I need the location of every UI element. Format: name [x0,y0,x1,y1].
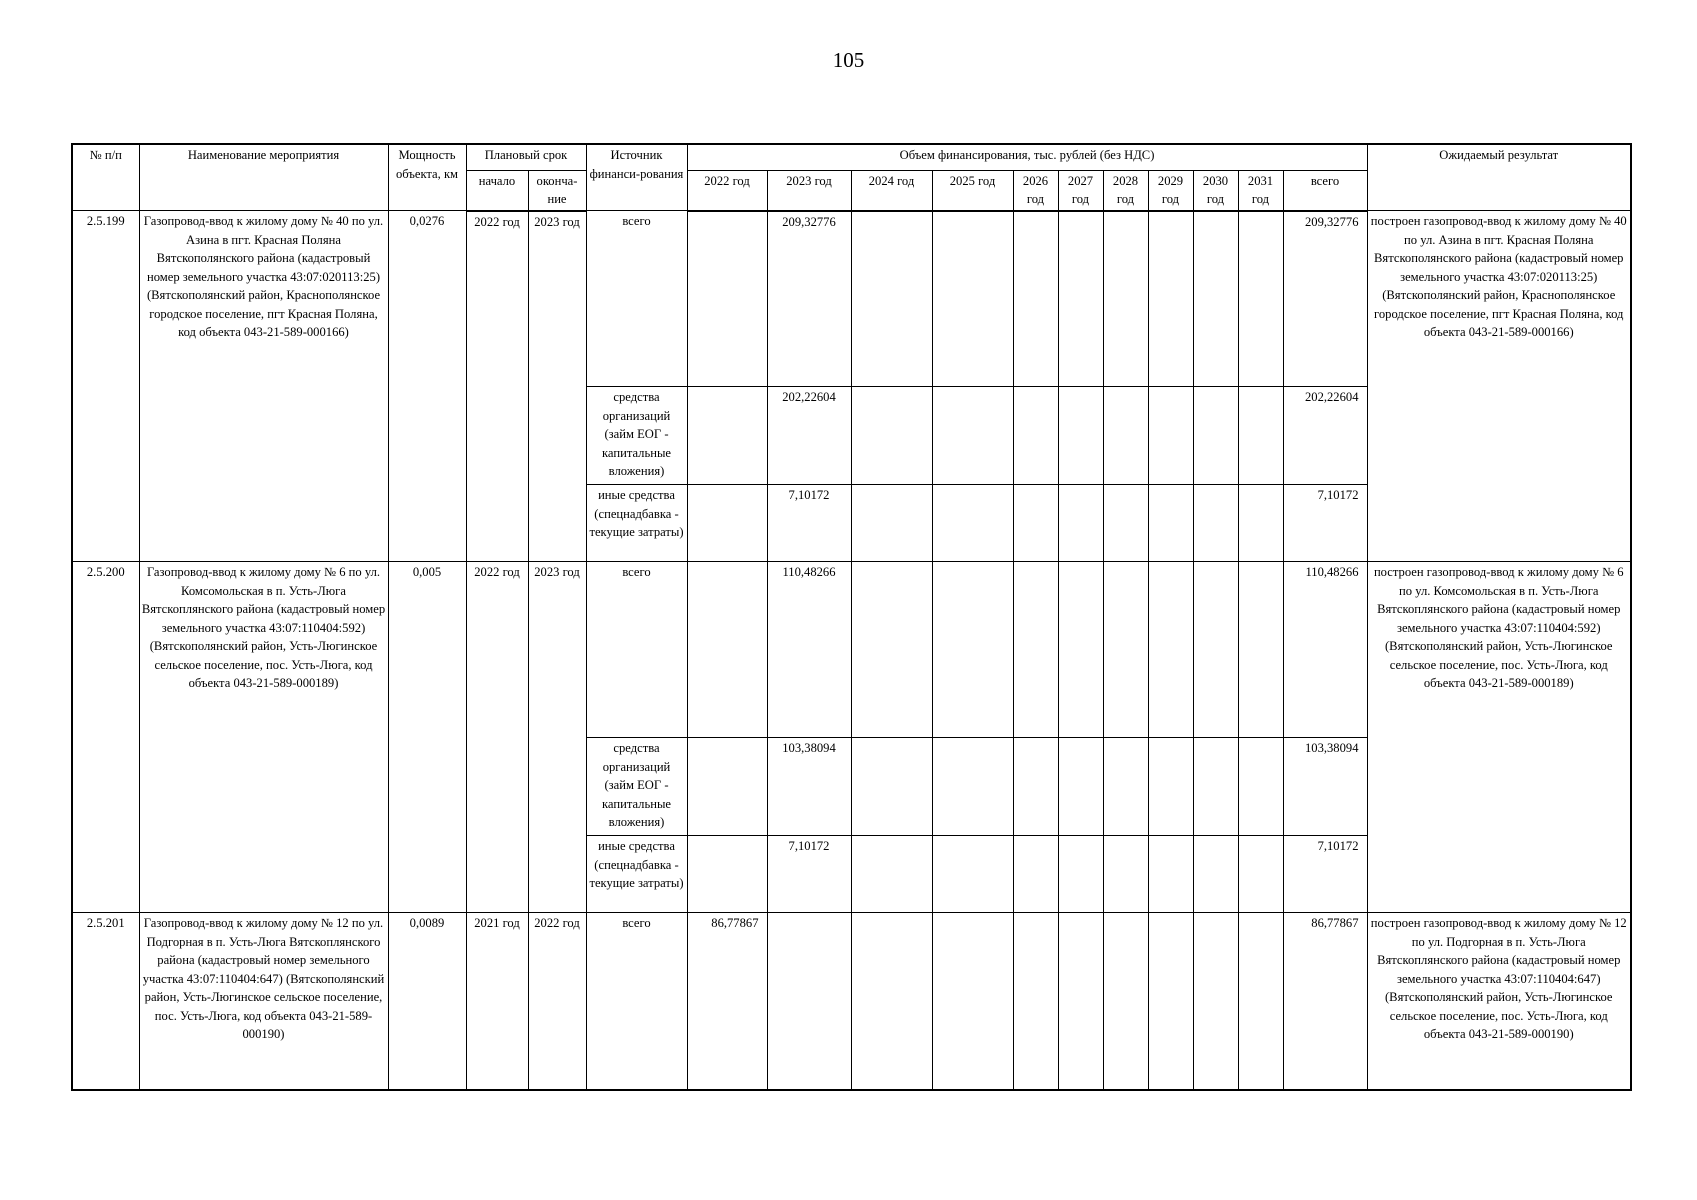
row-start: 2021 год [466,913,528,1090]
cell-2028 [1103,836,1148,913]
cell-2028 [1103,387,1148,485]
header-source: Источник финанси-рования [586,144,687,211]
cell-2024 [851,836,932,913]
cell-2023: 110,48266 [767,562,851,738]
cell-2027 [1058,562,1103,738]
cell-2031 [1238,485,1283,562]
cell-2030 [1193,836,1238,913]
row-capacity: 0,005 [388,562,466,913]
cell-2030 [1193,211,1238,387]
row-source: иные средства (спецнадбавка - текущие затраты) [586,836,687,913]
header-row-1 [72,144,1631,170]
cell-total: 103,38094 [1283,738,1367,836]
table-row [72,913,1631,1090]
row-name: Газопровод-ввод к жилому дому № 40 по ул. Азина в пгт. Красная Поляна Вятскополянского района (кадастровый номер земельного участка 43:07:020113:25) (Вятскополянский район, Краснополянское городское поселение, пгт Красная Поляна, код объекта 043-21-589-000166) [139,211,388,562]
cell-2025 [932,387,1013,485]
row-end: 2022 год [528,913,586,1090]
cell-2022 [687,562,767,738]
header-year-2031: 2031 год [1238,170,1283,211]
page-number: 105 [832,48,865,72]
row-end: 2023 год [528,211,586,562]
cell-2027 [1058,836,1103,913]
cell-2025 [932,738,1013,836]
cell-2029 [1148,738,1193,836]
row-result: построен газопровод-ввод к жилому дому № 40 по ул. Азина в пгт. Красная Поляна Вятскополянского района (кадастровый номер земельного участка 43:07:020113:25) (Вятскополянский район, Краснополянское городское поселение, пгт Красная Поляна, код объекта 043-21-589-000166) [1367,211,1631,562]
cell-2025 [932,485,1013,562]
header-num: № п/п [72,144,139,211]
cell-2029 [1148,387,1193,485]
cell-2030 [1193,387,1238,485]
cell-2025 [932,913,1013,1090]
row-num: 2.5.200 [72,562,139,913]
header-year-2026: 2026 год [1013,170,1058,211]
header-year-2025: 2025 год [932,170,1013,211]
cell-2022: 86,77867 [687,913,767,1090]
row-source: иные средства (спецнадбавка - текущие затраты) [586,485,687,562]
cell-2031 [1238,836,1283,913]
row-start: 2022 год [466,211,528,562]
cell-2024 [851,211,932,387]
cell-2027 [1058,485,1103,562]
cell-2027 [1058,913,1103,1090]
cell-2030 [1193,913,1238,1090]
row-num: 2.5.201 [72,913,139,1090]
header-total: всего [1283,170,1367,211]
cell-2027 [1058,738,1103,836]
header-result: Ожидаемый результат [1367,144,1631,211]
row-result: построен газопровод-ввод к жилому дому № 6 по ул. Комсомольская в п. Усть-Люга Вятскоплянского района (кадастровый номер земельного участка 43:07:110404:592) (Вятскополянский район, Усть-Люгинское сельское поселение, пос. Усть-Люга, код объекта 043-21-589-000189) [1367,562,1631,913]
cell-2023 [767,913,851,1090]
cell-total: 86,77867 [1283,913,1367,1090]
row-source: всего [586,211,687,387]
cell-2023: 7,10172 [767,836,851,913]
cell-2029 [1148,836,1193,913]
cell-2029 [1148,913,1193,1090]
header-name: Наименование мероприятия [139,144,388,211]
cell-2027 [1058,387,1103,485]
cell-total: 7,10172 [1283,836,1367,913]
row-source: средства организаций (займ ЕОГ - капитальные вложения) [586,738,687,836]
cell-2026 [1013,836,1058,913]
cell-2029 [1148,485,1193,562]
header-year-2027: 2027 год [1058,170,1103,211]
header-year-2023: 2023 год [767,170,851,211]
cell-2022 [687,211,767,387]
row-result: построен газопровод-ввод к жилому дому № 12 по ул. Подгорная в п. Усть-Люга Вятскоплянского района (кадастровый номер земельного участка 43:07:110404:647) (Вятскополянский район, Усть-Люгинское сельское поселение, пос. Усть-Люга, код объекта 043-21-589-000190) [1367,913,1631,1090]
cell-2031 [1238,211,1283,387]
cell-total: 7,10172 [1283,485,1367,562]
row-source: всего [586,913,687,1090]
cell-2026 [1013,485,1058,562]
cell-2028 [1103,738,1148,836]
cell-2025 [932,562,1013,738]
row-source: средства организаций (займ ЕОГ - капитальные вложения) [586,387,687,485]
cell-2022 [687,836,767,913]
cell-2027 [1058,211,1103,387]
cell-2023: 103,38094 [767,738,851,836]
cell-2023: 7,10172 [767,485,851,562]
cell-2031 [1238,387,1283,485]
cell-2025 [932,211,1013,387]
table-row [72,562,1631,738]
row-capacity: 0,0276 [388,211,466,562]
cell-total: 110,48266 [1283,562,1367,738]
cell-2026 [1013,211,1058,387]
cell-2026 [1013,387,1058,485]
cell-2022 [687,387,767,485]
cell-2031 [1238,738,1283,836]
cell-total: 209,32776 [1283,211,1367,387]
cell-2029 [1148,562,1193,738]
header-capacity: Мощность объекта, км [388,144,466,211]
cell-2022 [687,485,767,562]
cell-2024 [851,913,932,1090]
row-source: всего [586,562,687,738]
cell-2030 [1193,562,1238,738]
table-row [72,211,1631,387]
cell-2028 [1103,485,1148,562]
header-year-2028: 2028 год [1103,170,1148,211]
cell-2024 [851,387,932,485]
cell-2024 [851,562,932,738]
header-year-2024: 2024 год [851,170,932,211]
cell-2028 [1103,562,1148,738]
header-year-2022: 2022 год [687,170,767,211]
cell-2025 [932,836,1013,913]
cell-2031 [1238,562,1283,738]
header-year-2029: 2029 год [1148,170,1193,211]
header-start: начало [466,170,528,211]
cell-2024 [851,738,932,836]
row-capacity: 0,0089 [388,913,466,1090]
row-end: 2023 год [528,562,586,913]
cell-2022 [687,738,767,836]
cell-2031 [1238,913,1283,1090]
row-name: Газопровод-ввод к жилому дому № 12 по ул. Подгорная в п. Усть-Люга Вятскоплянского района (кадастровый номер земельного участка 43:07:110404:647) (Вятскополянский район, Усть-Люгинское сельское поселение, пос. Усть-Люга, код объекта 043-21-589-000190) [139,913,388,1090]
cell-2030 [1193,485,1238,562]
row-name: Газопровод-ввод к жилому дому № 6 по ул. Комсомольская в п. Усть-Люга Вятскоплянского района (кадастровый номер земельного участка 43:07:110404:592) (Вятскополянский район, Усть-Люгинское сельское поселение, пос. Усть-Люга, код объекта 043-21-589-000189) [139,562,388,913]
cell-2023: 202,22604 [767,387,851,485]
cell-2029 [1148,211,1193,387]
cell-2030 [1193,738,1238,836]
cell-2026 [1013,562,1058,738]
funding-table [71,143,1632,1091]
cell-2026 [1013,913,1058,1090]
row-start: 2022 год [466,562,528,913]
row-num: 2.5.199 [72,211,139,562]
cell-2023: 209,32776 [767,211,851,387]
header-year-2030: 2030 год [1193,170,1238,211]
cell-2028 [1103,913,1148,1090]
cell-2026 [1013,738,1058,836]
header-plan: Плановый срок [466,144,586,170]
cell-2024 [851,485,932,562]
cell-2028 [1103,211,1148,387]
header-end: оконча-ние [528,170,586,211]
cell-total: 202,22604 [1283,387,1367,485]
header-funding: Объем финансирования, тыс. рублей (без НДС) [687,144,1367,170]
